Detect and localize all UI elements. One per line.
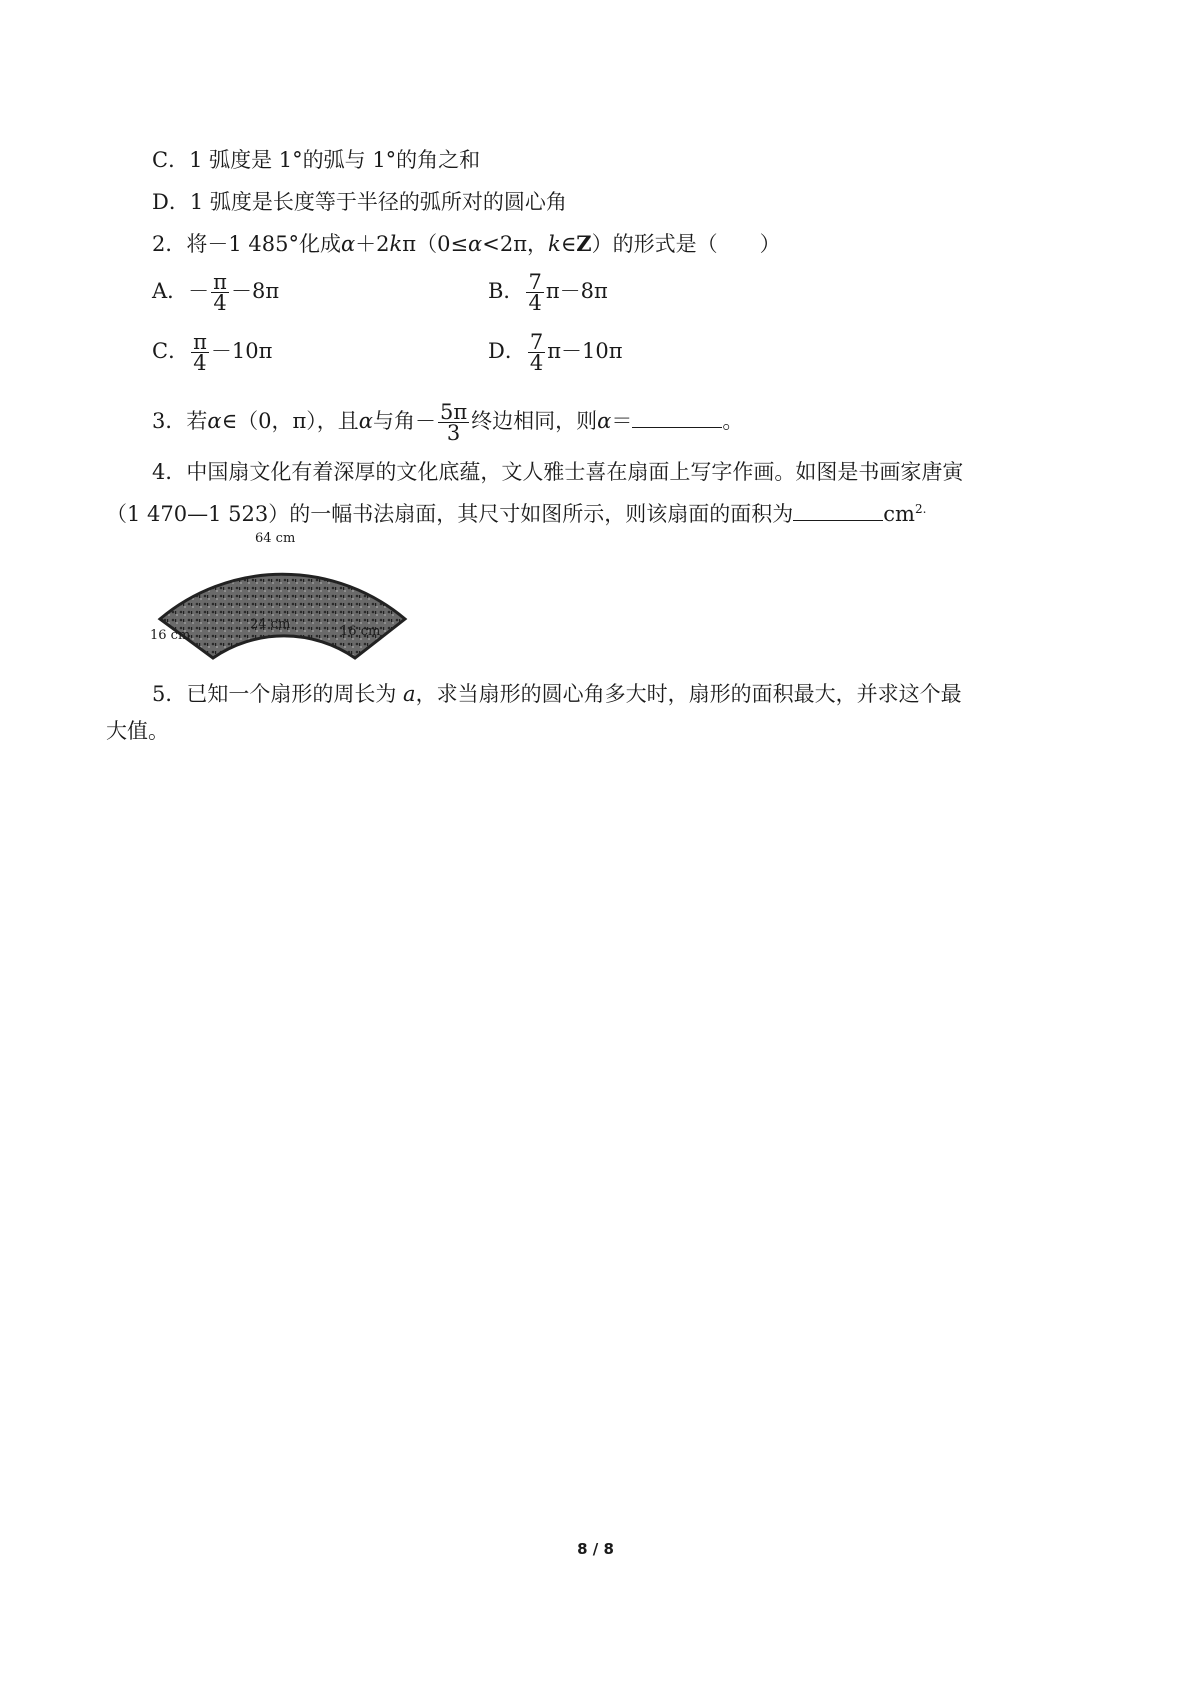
q2-option-a-tail: －8π: [230, 279, 280, 303]
fan-top-label: 64 cm: [255, 531, 296, 546]
q1-option-c: C．1 弧度是 1°的弧与 1°的角之和: [152, 148, 481, 172]
fan-figure: [150, 531, 415, 692]
q3-eq: ＝: [611, 409, 633, 433]
q5-var: a: [403, 682, 416, 706]
q2-option-c-den: 4: [193, 351, 207, 375]
q2-option-a: [152, 272, 279, 313]
q4-line2: [106, 495, 926, 528]
q2-Z: Z: [576, 231, 592, 256]
q2-option-d-tail: π－10π: [547, 339, 623, 363]
q2-mid: <2π，: [482, 232, 548, 256]
q5-line1-suffix: ，求当扇形的圆心角多大时，扇形的面积最大，并求这个最: [415, 682, 962, 706]
fan-inner-label: 24 cm: [250, 617, 291, 632]
q3-prefix: 3．若: [152, 409, 208, 433]
q2-option-b-label: B．: [488, 279, 525, 303]
q3-alpha2: α: [358, 409, 373, 433]
q2-option-d-label: D．: [488, 339, 526, 363]
q2-option-c-tail: －10π: [210, 339, 273, 363]
q4-line2-prefix: （1 470—1 523）的一幅书法扇面，其尺寸如图所示，则该扇面的面积为: [106, 502, 794, 526]
q2-alpha2: α: [468, 232, 483, 256]
q2-stem: [152, 230, 781, 258]
q2-stem-prefix: 2．将－1 485°化成: [152, 232, 341, 256]
q5-line2: 大值。: [106, 719, 169, 743]
q2-option-a-sign: －: [188, 279, 210, 303]
fan-right-label: 16 cm: [340, 624, 381, 639]
page-number: 8 / 8: [577, 1540, 614, 1558]
q2-k2: k: [548, 232, 561, 256]
q3-num: 5π: [439, 400, 468, 424]
q2-option-b-num: 7: [528, 270, 542, 294]
q2-option-b-fraction: [526, 272, 543, 313]
q2-option-d: [488, 332, 623, 373]
q3-alpha: α: [207, 409, 222, 433]
q2-option-c: [152, 332, 272, 373]
q2-option-b-den: 4: [528, 291, 542, 315]
q2-option-b-tail: π－8π: [545, 279, 608, 303]
q4-unit: cm: [883, 502, 915, 526]
q2-alpha: α: [340, 232, 356, 256]
q2-option-d-num: 7: [529, 330, 544, 354]
q1-option-d: D．1 弧度是长度等于半径的弧所对的圆心角: [152, 190, 567, 214]
q4-answer-blank[interactable]: [793, 502, 883, 521]
q2-option-a-label: A．: [152, 279, 189, 303]
q2-option-c-fraction: [191, 332, 209, 373]
q3-fraction: [438, 402, 469, 443]
q3-tail: 终边相同，则: [471, 409, 598, 433]
q3-stem: [152, 402, 743, 443]
q2-option-a-num: π: [213, 270, 227, 294]
q5-line1: [152, 680, 962, 708]
q3-alpha3: α: [597, 409, 612, 433]
q3-interval: ∈（0，π），且: [221, 409, 359, 433]
q2-option-a-den: 4: [213, 291, 227, 315]
q3-answer-blank[interactable]: [632, 409, 722, 428]
q5-line1-prefix: 5．已知一个扇形的周长为: [152, 682, 404, 706]
q2-option-a-fraction: [211, 272, 229, 313]
fan-left-label: 16 cm: [150, 628, 191, 643]
q2-k: k: [389, 232, 403, 256]
q2-in: ∈: [560, 232, 577, 256]
q2-option-d-den: 4: [529, 351, 544, 375]
q2-option-c-label: C．: [152, 339, 190, 363]
q2-pi: π（0≤: [402, 232, 469, 256]
q2-plus: ＋2: [355, 232, 390, 256]
q2-option-b: [488, 272, 608, 313]
q4-line1: 4．中国扇文化有着深厚的文化底蕴，文人雅士喜在扇面上写字作画。如图是书画家唐寅: [152, 460, 964, 484]
q4-unit-sup: 2.: [914, 502, 927, 516]
q2-stem-suffix: ）的形式是（ ）: [591, 232, 781, 256]
q2-option-d-fraction: [528, 332, 545, 373]
q3-end: 。: [722, 409, 744, 433]
q2-option-c-num: π: [193, 330, 207, 354]
q3-den: 3: [446, 421, 461, 445]
q3-mid: 与角－: [372, 409, 436, 433]
